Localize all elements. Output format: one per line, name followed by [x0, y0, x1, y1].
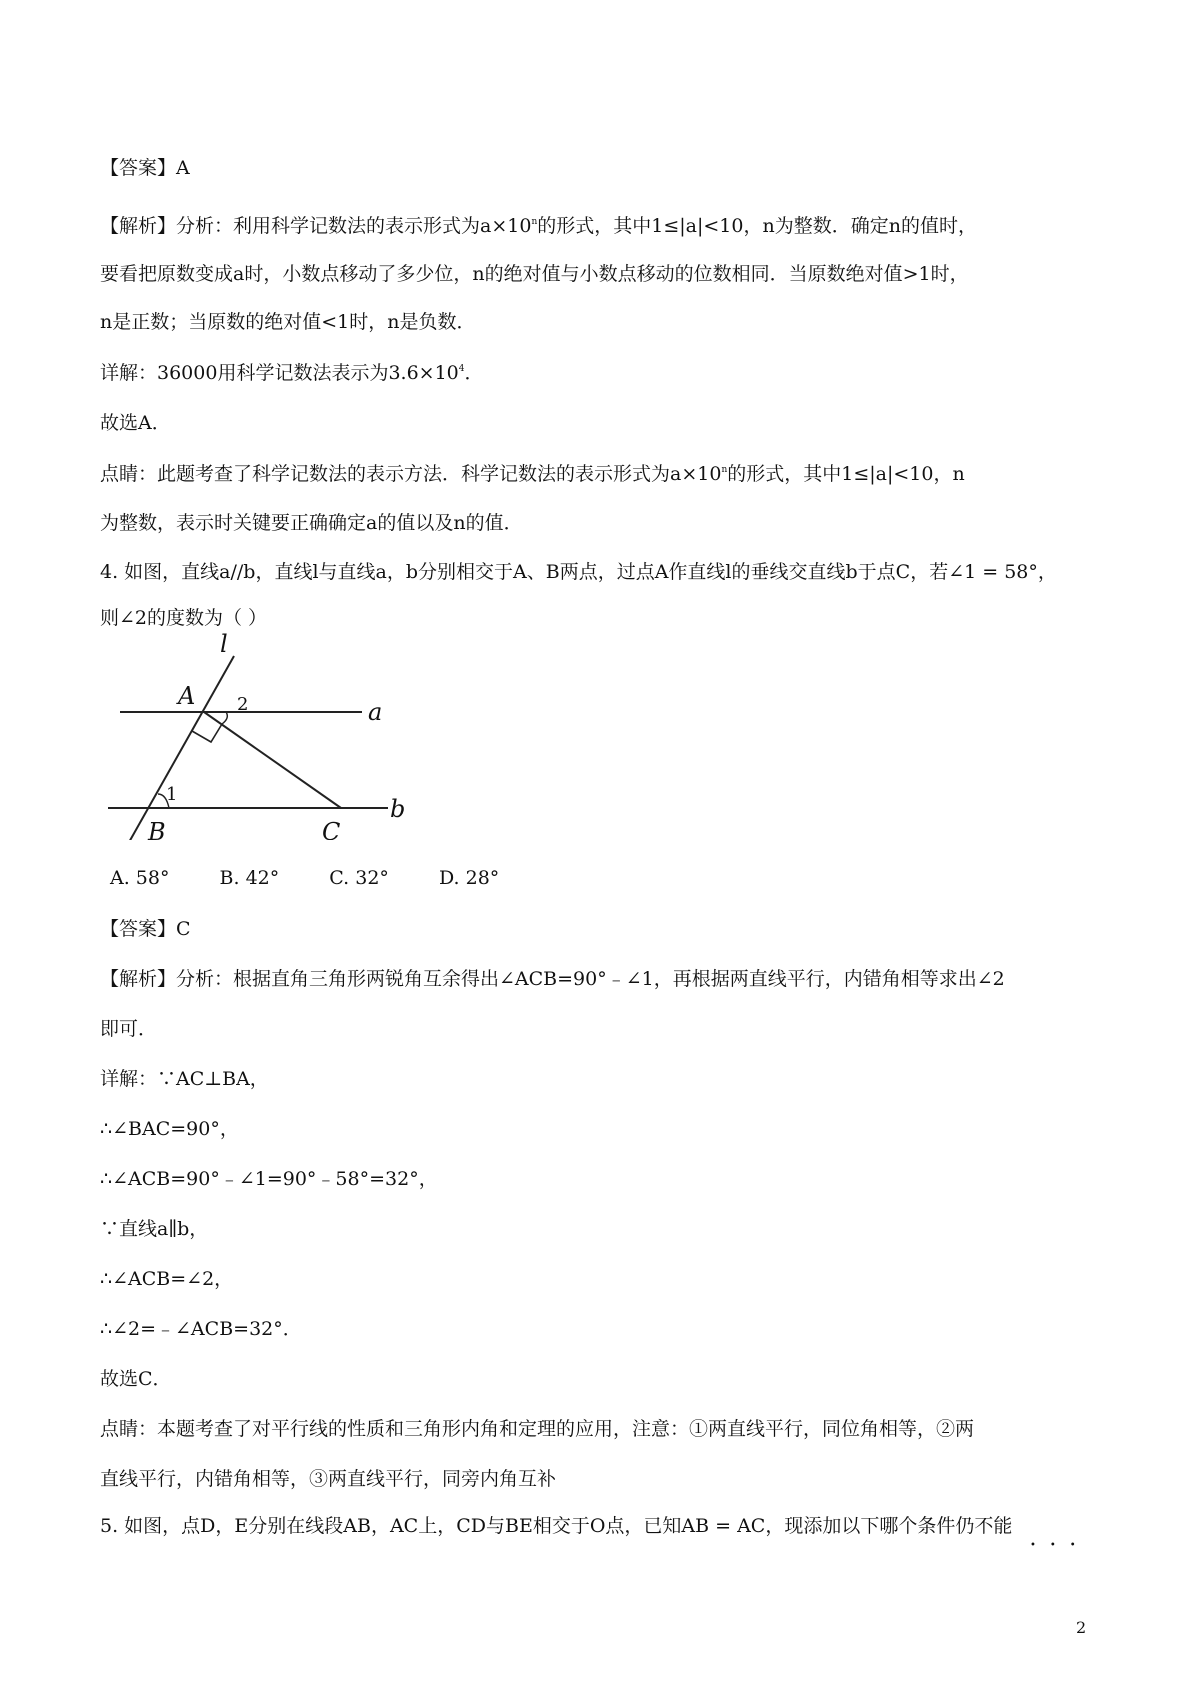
- angle-2-arc: [222, 712, 227, 724]
- question-4-stem: 则∠2的度数为（ ）: [100, 607, 268, 629]
- option-b: B. 42°: [219, 867, 280, 889]
- parallel-lines-figure: [100, 628, 430, 840]
- question-4-stem: 4. 如图，直线a//b，直线l与直线a，b分别相交于A、B两点，过点A作直线l的垂线交直线b于点C，若∠1 = 58°，: [100, 561, 1057, 583]
- detail-line: ∴∠2=﹣∠ACB=32°．: [100, 1318, 302, 1340]
- question-4-options: [110, 866, 543, 890]
- detail-line: 详解：∵AC⊥BA，: [100, 1068, 269, 1090]
- question-5-stem: 5. 如图，点D，E分别在线段AB，AC上，CD与BE相交于O点，已知AB = AC，现添加以下哪个条件仍不能: [100, 1515, 1013, 1537]
- detail-line: 详解：36000用科学记数法表示为$3.6\times 10^4$．: [100, 362, 484, 384]
- analysis-paragraph: 【解析】分析：根据直角三角形两锐角互余得出∠ACB=90°﹣∠1，再根据两直线平行，内错角相等求出∠2: [100, 968, 1005, 990]
- comment-paragraph: 点睛：此题考查了科学记数法的表示方法．科学记数法的表示形式为$a\times 10^n$的形式，其中1≤|a|<10，n: [100, 463, 965, 485]
- label-angle-2: 2: [237, 694, 249, 715]
- detail-line: ∴∠ACB=90°﹣∠1=90°﹣58°=32°，: [100, 1168, 438, 1190]
- segment-ac: [204, 712, 341, 808]
- comment-paragraph: 点睛：本题考查了对平行线的性质和三角形内角和定理的应用，注意：①两直线平行，同位角相等，②两: [100, 1418, 975, 1440]
- label-angle-1: 1: [166, 784, 178, 805]
- label-l: l: [220, 630, 228, 658]
- analysis-paragraph: 【解析】分析：利用科学记数法的表示形式为$a\times 10^n$的形式，其中1≤|a|<10，n为整数．确定n的值时，: [100, 215, 977, 237]
- label-b: b: [390, 795, 406, 823]
- label-C: C: [322, 818, 341, 840]
- detail-line: ∴∠BAC=90°，: [100, 1118, 239, 1140]
- option-c: C. 32°: [329, 867, 389, 889]
- option-a: A. 58°: [110, 867, 170, 889]
- analysis-paragraph: n是正数；当原数的绝对值<1时，n是负数．: [100, 311, 476, 333]
- analysis-paragraph: 要看把原数变成a时，小数点移动了多少位，n的绝对值与小数点移动的位数相同．当原数绝对值>1时，: [100, 263, 969, 285]
- emphasis-dots: •••: [1030, 1540, 1090, 1551]
- answer-label: 【答案】A: [100, 157, 190, 179]
- label-a: a: [368, 698, 383, 726]
- label-A: A: [178, 682, 196, 710]
- answer-label: 【答案】C: [100, 918, 191, 940]
- comment-paragraph: 为整数，表示时关键要正确确定a的值以及n的值．: [100, 512, 523, 534]
- detail-line: ∵直线a∥b，: [100, 1218, 209, 1240]
- detail-line: ∴∠ACB=∠2，: [100, 1268, 234, 1290]
- choose-line: 故选C．: [100, 1368, 172, 1390]
- analysis-paragraph: 即可．: [100, 1018, 158, 1040]
- choose-line: 故选A．: [100, 412, 171, 434]
- option-d: D. 28°: [438, 867, 500, 889]
- page-number: 2: [1076, 1618, 1087, 1637]
- right-angle-mark: [192, 724, 222, 742]
- label-B: B: [148, 818, 166, 840]
- comment-paragraph: 直线平行，内错角相等，③两直线平行，同旁内角互补: [100, 1468, 557, 1490]
